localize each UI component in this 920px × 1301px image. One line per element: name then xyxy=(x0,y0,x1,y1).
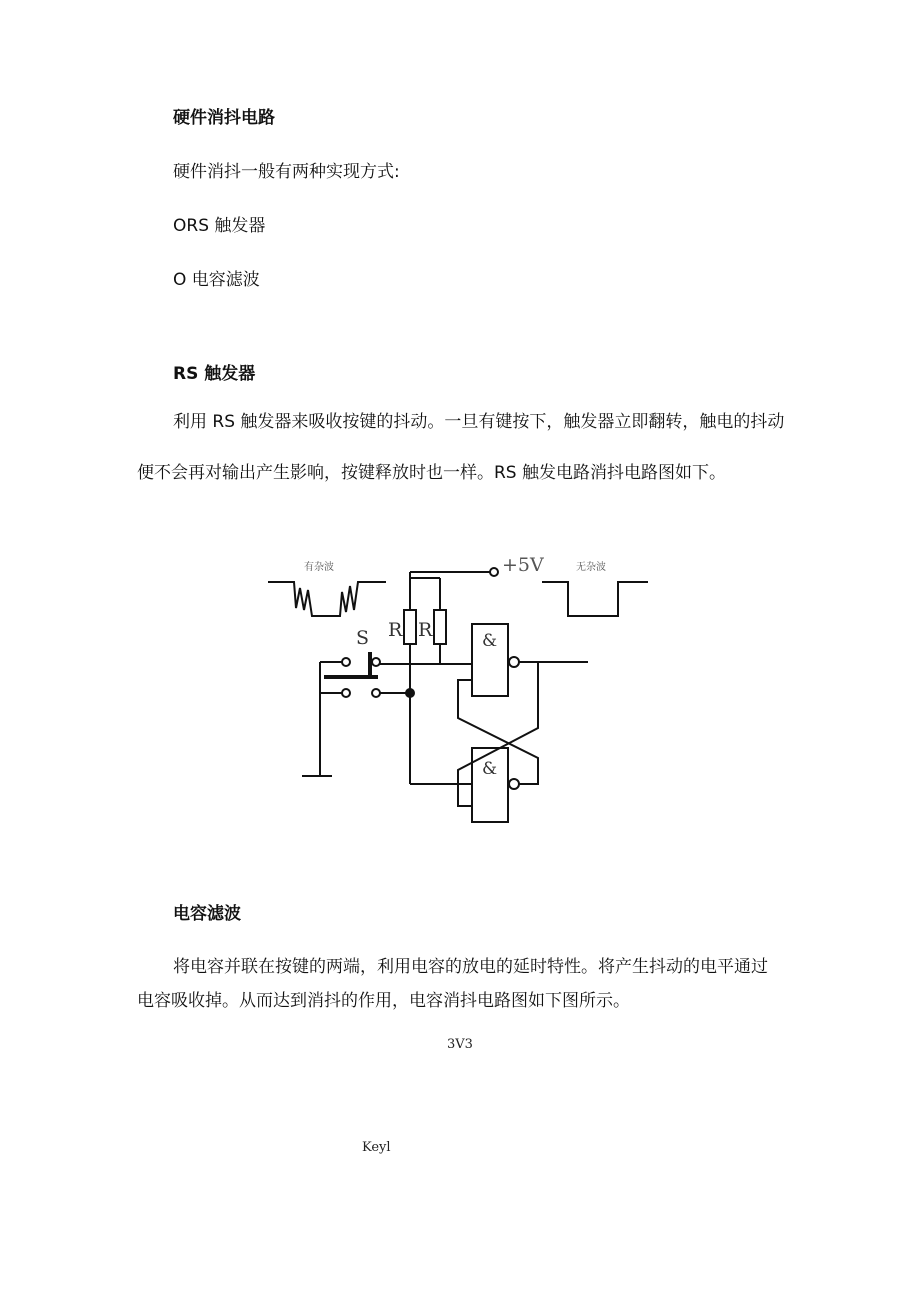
noisy-waveform xyxy=(268,582,386,616)
section-heading-hardware-debounce: 硬件消抖电路 xyxy=(173,108,275,128)
gate-symbol: & xyxy=(482,631,498,651)
intro-text: 硬件消抖一般有两种实现方式: xyxy=(173,162,400,182)
supply-label: +5V xyxy=(502,554,544,576)
figure-label-key: Keyl xyxy=(362,1140,391,1155)
paragraph-line: 利用 RS 触发器来吸收按键的抖动。一旦有键按下，触发器立即翻转，触电的抖动 xyxy=(173,412,785,432)
resistor-label: R xyxy=(388,619,403,641)
rs-debounce-circuit-diagram xyxy=(262,548,652,838)
figure-label-supply: 3V3 xyxy=(447,1037,473,1052)
paragraph-line: 电容吸收掉。从而达到消抖的作用，电容消抖电路图如下图所示。 xyxy=(137,991,630,1011)
switch-contact xyxy=(372,689,380,697)
option-item-capacitor: O 电容滤波 xyxy=(173,270,260,290)
switch-contact xyxy=(342,658,350,666)
switch-contact xyxy=(372,658,380,666)
noisy-waveform-label: 有杂波 xyxy=(304,562,334,573)
junction-dot xyxy=(405,688,415,698)
inverter-bubble xyxy=(509,779,519,789)
paragraph-line: 便不会再对输出产生影响，按键释放时也一样。RS 触发电路消抖电路图如下。 xyxy=(137,463,727,483)
section-heading-rs-flipflop: RS 触发器 xyxy=(173,364,256,384)
gate-symbol: & xyxy=(482,759,498,779)
supply-terminal xyxy=(490,568,498,576)
resistor xyxy=(434,610,446,644)
inverter-bubble xyxy=(509,657,519,667)
clean-waveform-label: 无杂波 xyxy=(576,562,606,573)
paragraph-line: 将电容并联在按键的两端，利用电容的放电的延时特性。将产生抖动的电平通过 xyxy=(173,957,768,977)
resistor xyxy=(404,610,416,644)
option-item-rs: ORS 触发器 xyxy=(173,216,266,236)
clean-waveform xyxy=(542,582,648,616)
switch-label: S xyxy=(356,627,370,649)
switch-contact xyxy=(342,689,350,697)
resistor-label: R xyxy=(418,619,433,641)
section-heading-capacitor-filter: 电容滤波 xyxy=(173,904,241,924)
